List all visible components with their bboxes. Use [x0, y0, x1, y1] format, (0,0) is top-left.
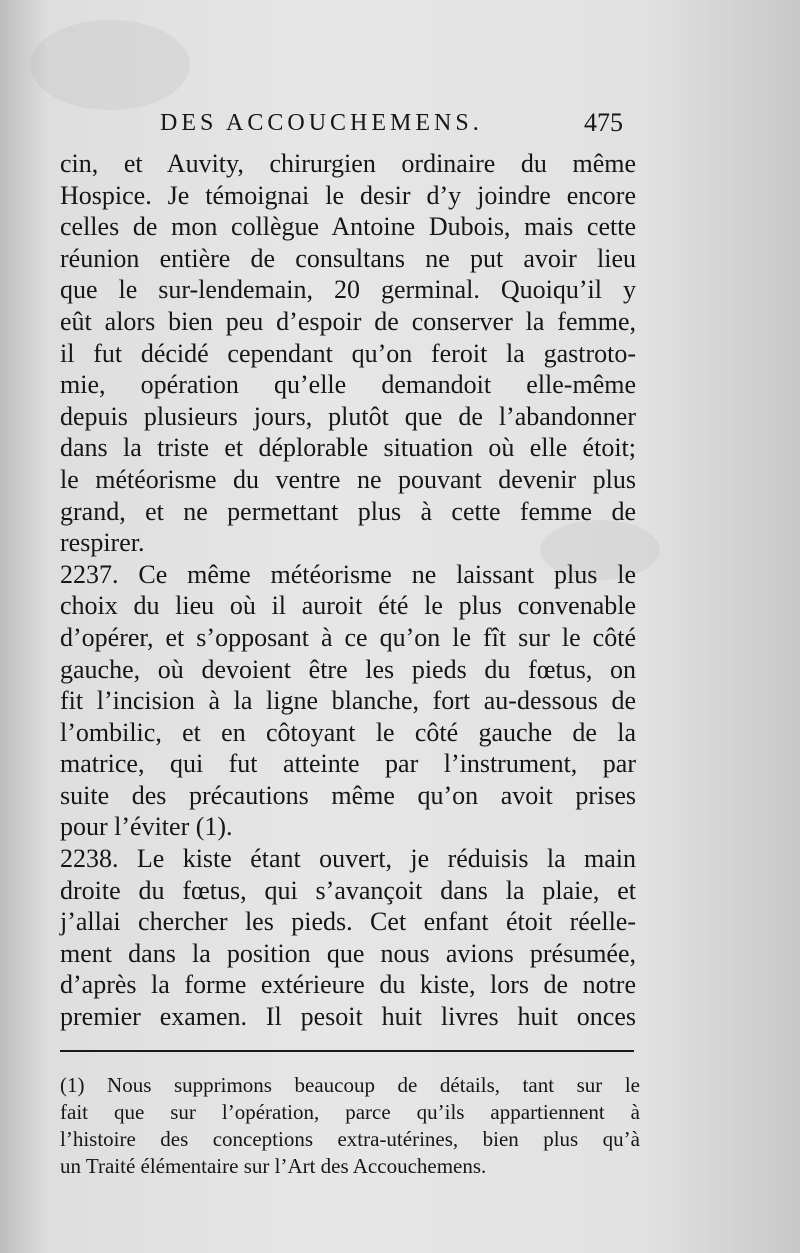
- text-line: depuis plusieurs jours, plutôt que de l’abandonner: [60, 401, 636, 431]
- text-line: cin, et Auvity, chirurgien ordinaire du même: [60, 149, 636, 178]
- text-line: le météorisme du ventre ne pouvant devenir plus: [60, 464, 636, 494]
- text-line: l’ombilic, et en côtoyant le côté gauche de la: [60, 717, 636, 747]
- text-line: j’allai chercher les pieds. Cet enfant étoit réelle-: [60, 907, 636, 937]
- footnote-line: (1) Nous supprimons beaucoup de détails, tant sur le: [60, 1073, 640, 1097]
- text-line: Hospice. Je témoignai le desir d’y joindre encore: [60, 180, 636, 210]
- text-line: d’opérer, et s’opposant à ce qu’on le fît sur le côté: [60, 622, 636, 652]
- text-line: eût alors bien peu d’espoir de conserver la femme,: [60, 306, 636, 336]
- text-line: 2237. Ce même météorisme ne laissant plus le: [60, 559, 636, 589]
- text-line: premier examen. Il pesoit huit livres huit onces: [60, 1002, 636, 1032]
- footnote-line: l’histoire des conceptions extra-utérines, bien plus qu’à: [60, 1127, 640, 1151]
- text-line: respirer.: [60, 528, 145, 558]
- text-line: réunion entière de consultans ne put avoir lieu: [60, 243, 636, 273]
- text-line: celles de mon collègue Antoine Dubois, mais cette: [60, 212, 636, 242]
- text-line: 2238. Le kiste étant ouvert, je réduisis la main: [60, 844, 636, 874]
- footnote-line: un Traité élémentaire sur l’Art des Accouchemens.: [60, 1154, 487, 1178]
- text-line: pour l’éviter (1).: [60, 812, 233, 842]
- footnote-line: fait que sur l’opération, parce qu’ils appartiennent à: [60, 1100, 640, 1124]
- text-line: gauche, où devoient être les pieds du fœtus, on: [60, 654, 636, 684]
- footnote: [60, 1072, 640, 1180]
- text-line: mie, opération qu’elle demandoit elle-même: [60, 370, 636, 400]
- text-line: suite des précautions même qu’on avoit prises: [60, 780, 636, 810]
- page-number: 475: [584, 108, 623, 137]
- text-line: que le sur-lendemain, 20 germinal. Quoiqu’il y: [60, 275, 636, 305]
- text-line: choix du lieu où il auroit été le plus convenable: [60, 591, 636, 621]
- text-line: grand, et ne permettant plus à cette femme de: [60, 496, 636, 526]
- text-line: matrice, qui fut atteinte par l’instrument, par: [60, 749, 636, 779]
- text-line: droite du fœtus, qui s’avançoit dans la plaie, et: [60, 875, 636, 905]
- body-text: [60, 148, 636, 1033]
- text-line: d’après la forme extérieure du kiste, lors de notre: [60, 970, 636, 1000]
- paper-stain: [30, 20, 190, 110]
- running-title: DES ACCOUCHEMENS.: [160, 110, 483, 136]
- text-line: dans la triste et déplorable situation où elle étoit;: [60, 433, 636, 463]
- text-line: il fut décidé cependant qu’on feroit la gastroto-: [60, 338, 636, 368]
- text-line: ment dans la position que nous avions présumée,: [60, 938, 636, 968]
- footnote-rule: [60, 1050, 634, 1052]
- text-line: fit l’incision à la ligne blanche, fort au-dessous de: [60, 686, 636, 716]
